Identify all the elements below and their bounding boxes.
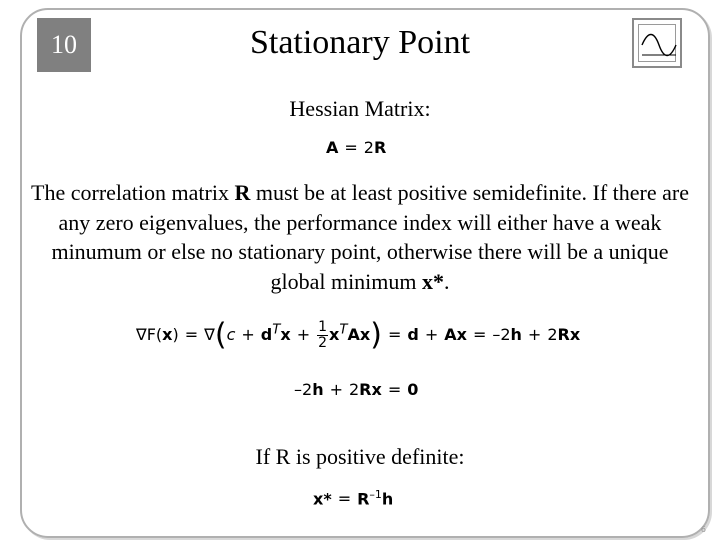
- const-c: c: [226, 325, 236, 344]
- transpose: T: [339, 322, 348, 338]
- correlation-paragraph: [30, 178, 690, 296]
- transpose: T: [272, 322, 281, 338]
- coefficient-two: 2: [302, 380, 313, 399]
- equals-sign: =: [472, 325, 487, 344]
- matrix-r: R: [357, 489, 370, 509]
- sine-wave-logo-icon: [632, 18, 682, 68]
- page-footer-number: 6: [700, 525, 706, 534]
- equals-sign: =: [337, 489, 352, 509]
- zero: 0: [407, 380, 419, 399]
- matrix-r: R: [359, 380, 372, 399]
- gradient-equation: $\nabla F(x) = \nabla(c + d^Tx$ + $\frac{1}{2}$ $x^TAx) = d + Ax = -2h + 2Rx$: [136, 317, 581, 353]
- close-paren: ): [172, 325, 179, 344]
- plus-sign: +: [424, 325, 439, 344]
- var-x: x: [329, 325, 340, 344]
- slide-title: Stationary Point: [249, 24, 471, 61]
- fraction-numerator: 1: [318, 319, 328, 335]
- hessian-heading: Hessian Matrix:: [289, 96, 431, 121]
- plus-sign: +: [527, 325, 542, 344]
- vector-h: h: [312, 380, 324, 399]
- minus-sign: –: [492, 325, 501, 344]
- definite-heading: If R is positive definite:: [255, 444, 465, 469]
- coefficient-two: 2: [500, 325, 511, 344]
- var-x: x: [280, 325, 291, 344]
- var-x: x: [371, 380, 382, 399]
- matrix-a: A: [444, 325, 457, 344]
- var-x: x: [456, 325, 467, 344]
- minus-sign: –: [294, 380, 302, 399]
- vector-h: h: [381, 489, 394, 509]
- solution-equation: [313, 488, 393, 508]
- vector-d: d: [260, 325, 273, 344]
- paragraph-matrix-r: R: [234, 180, 251, 205]
- plus-sign: +: [329, 380, 343, 399]
- var-x: x: [359, 325, 371, 344]
- x-star: x*: [313, 489, 332, 509]
- coefficient-two: 2: [547, 325, 558, 344]
- fraction-half: [317, 320, 328, 351]
- plus-sign: +: [296, 325, 311, 344]
- equals-sign: =: [387, 325, 402, 344]
- coefficient-two: 2: [348, 380, 360, 399]
- fraction-denominator: 2: [318, 335, 328, 351]
- equals-sign: =: [387, 380, 402, 399]
- nabla: ∇: [204, 325, 215, 344]
- var-x: x: [162, 325, 173, 344]
- paragraph-text-2: must be at least positive semidefinite. If there are any zero eigenvalues, the performance index will either have a weak minumum or else no stationary point, otherwise there will be a unique global minimum: [51, 180, 689, 294]
- matrix-a: A: [347, 325, 360, 344]
- equals-sign: =: [184, 325, 199, 344]
- matrix-r: R: [557, 325, 570, 344]
- coefficient-two: 2: [363, 138, 374, 157]
- inverse-exponent: –1: [369, 488, 382, 501]
- gradient-f: ∇F(: [136, 325, 163, 344]
- plus-sign: +: [241, 325, 255, 344]
- slide-number-badge: 10: [37, 18, 91, 72]
- paragraph-period: .: [444, 268, 450, 294]
- var-x: x: [569, 325, 581, 344]
- vector-h: h: [510, 325, 522, 344]
- matrix-r: R: [373, 138, 387, 157]
- paragraph-x-star: x*: [422, 268, 445, 294]
- matrix-a: A: [326, 138, 339, 157]
- hessian-equation: [326, 138, 386, 157]
- vector-d: d: [407, 325, 419, 344]
- stationary-equation: [294, 380, 418, 399]
- paragraph-text-1: The correlation matrix: [31, 180, 235, 205]
- equals-sign: =: [344, 138, 358, 157]
